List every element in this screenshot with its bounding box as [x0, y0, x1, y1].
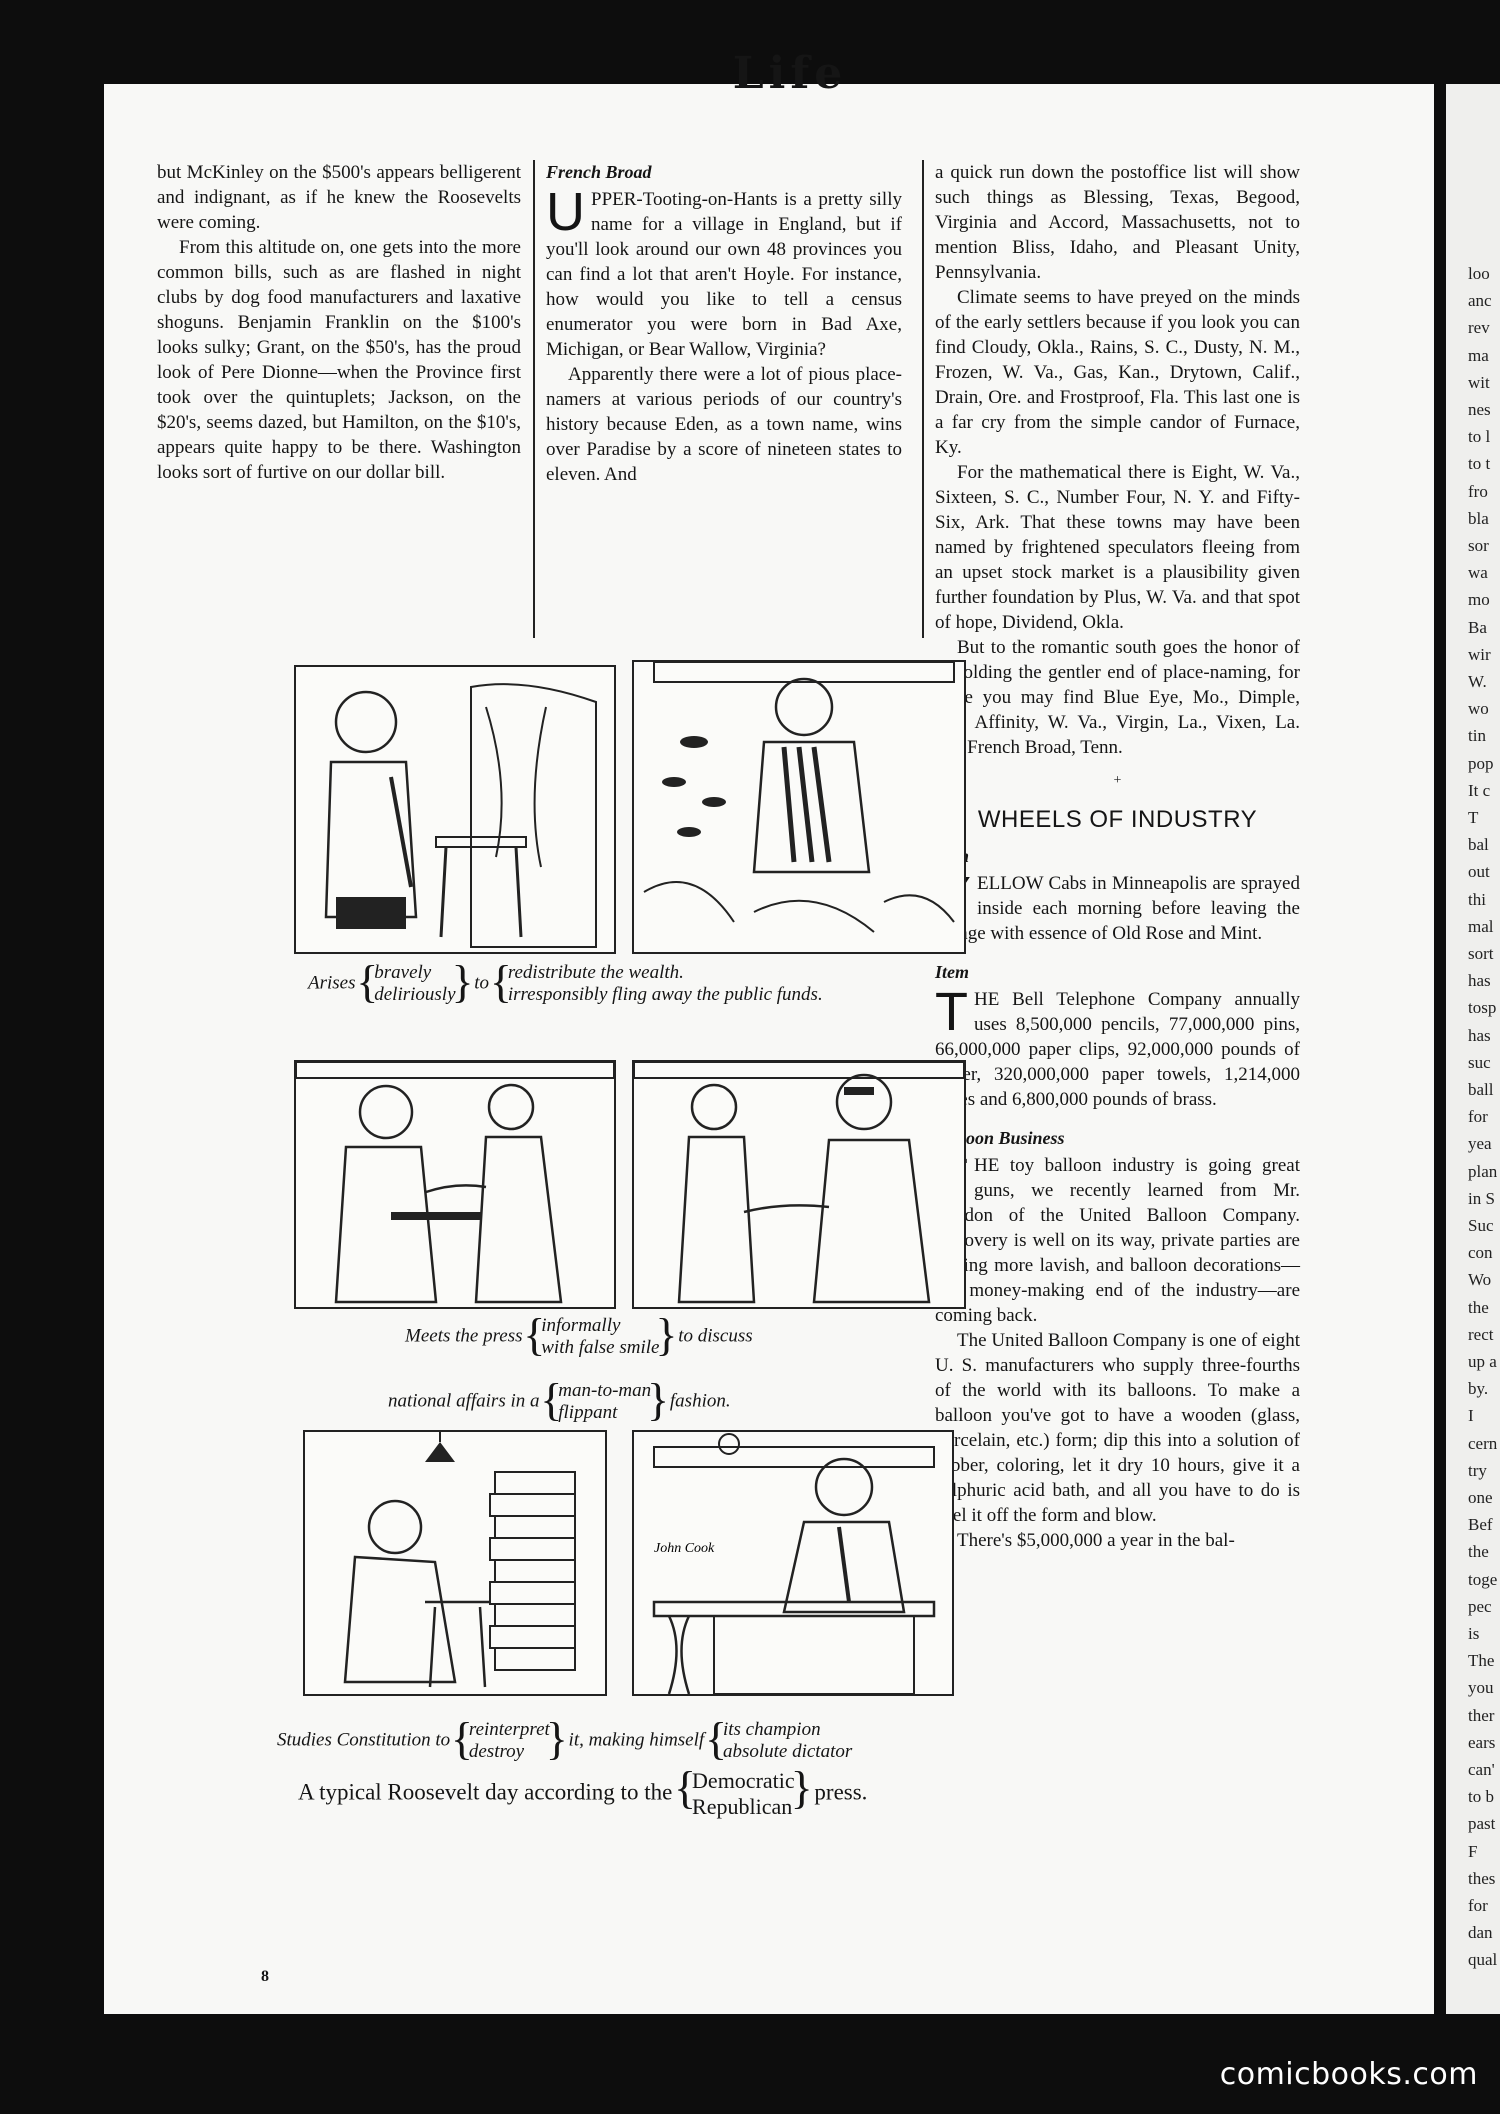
section-title: WHEELS OF INDUSTRY [977, 806, 1258, 833]
adjacent-page-text-fragment: It c [1468, 780, 1491, 800]
drop-cap: T [935, 1148, 968, 1208]
adjacent-page-text-fragment: Suc [1468, 1216, 1494, 1235]
adjacent-page-text-fragment: is [1468, 1624, 1480, 1643]
adjacent-page-text-fragment: to b [1468, 1787, 1494, 1807]
adjacent-page-text-fragment: for [1468, 1896, 1488, 1915]
adjacent-page-text-fragment: The [1468, 1651, 1495, 1671]
adjacent-page-text-fragment: bla [1468, 508, 1489, 528]
adjacent-page-text-fragment: one [1468, 1488, 1493, 1507]
adjacent-page-edge [1446, 84, 1500, 2014]
adjacent-page-text-fragment: thes [1468, 1868, 1496, 1888]
adjacent-page-text-fragment: out [1468, 862, 1490, 882]
cartoon-main-caption: A typical Roosevelt day according to the { Democratic Republican } press. [298, 1768, 867, 1820]
paragraph: YELLOW Cabs in Minneapolis are sprayed inside each morning before leaving the garage with essence of Old Rose and Mint. [935, 866, 1300, 944]
cartoon-studies-constitution [303, 1430, 607, 1696]
adjacent-page-text-fragment: toge [1468, 1569, 1498, 1589]
caption-arises: Arises { bravely deliriously } to { redistribute the wealth. irresponsibly fling away the public funds. [308, 962, 823, 1006]
adjacent-page-text-fragment: can' [1468, 1760, 1495, 1779]
adjacent-page-text-fragment: to l [1468, 427, 1491, 447]
adjacent-page-text-fragment: by. [1468, 1379, 1489, 1399]
adjacent-page-text-fragment: dan [1468, 1923, 1493, 1943]
adjacent-page-text-fragment: wo [1468, 699, 1489, 719]
paragraph: Apparently there were a lot of pious place-namers at various periods of our country's history because Eden, as a town name, wins over Paradise by a score of nineteen states to eleven. And [546, 364, 902, 485]
adjacent-page-text-fragment: thi [1468, 889, 1486, 909]
drop-cap: U [546, 182, 585, 242]
item-label: Item [935, 962, 969, 982]
column-divider [533, 160, 535, 638]
adjacent-page-text-fragment: Bef [1468, 1515, 1493, 1535]
caption-national-affairs: national affairs in a { man-to-man flippant } fashion. [388, 1380, 731, 1424]
paragraph: a quick run down the postoffice list will show such things as Blessing, Texas, Begood, Virginia and Accord, Massachusetts, not to mention Bliss, Idaho, and Pleasant Unity, Pennsylvania. [935, 162, 1300, 283]
alternatives-brace: { man-to-man flippant } [544, 1380, 665, 1424]
adjacent-page-text-fragment: try [1468, 1460, 1487, 1480]
paragraph: Climate seems to have preyed on the minds of the early settlers because if you look you can find Cloudy, Okla., Rains, S. C., Dusty, N. M., Frozen, W. Va., Gas, Kan., Drytown, Calif., Drain, Ore. and Frostproof, Fla. This last one is a far cry from the simple candor of Furnace, Ky. [935, 287, 1300, 458]
adjacent-page-text-fragment: wir [1468, 644, 1491, 664]
adjacent-page-text-fragment: up a [1468, 1352, 1497, 1371]
paragraph: UPPER-Tooting-on-Hants is a pretty silly name for a village in England, but if you'll look around our own 48 provinces you can find a lot that aren't Hoyle. For instance, how would you like to tell a census enumerator you were born in Bad Axe, Michigan, or Bear Wallow, Virginia? [546, 182, 902, 360]
adjacent-page-text-fragment: ther [1468, 1705, 1495, 1725]
adjacent-page-text-fragment: the [1468, 1542, 1489, 1562]
adjacent-page-text-fragment: F [1468, 1841, 1478, 1861]
caption-studies-constitution: Studies Constitution to { reinterpret destroy } it, making himself { its champion absolute dictator [277, 1719, 852, 1763]
adjacent-page-text-fragment: cern [1468, 1433, 1498, 1453]
drop-cap: T [935, 982, 968, 1042]
adjacent-page-text-fragment: con [1468, 1243, 1493, 1263]
adjacent-page-text-fragment: in S [1468, 1188, 1495, 1208]
adjacent-page-text-fragment: rev [1468, 318, 1490, 338]
adjacent-page-text-fragment: mal [1468, 916, 1494, 936]
adjacent-page-text-fragment: Wo [1468, 1270, 1492, 1290]
adjacent-page-text-fragment: for [1468, 1107, 1488, 1127]
article-heading: French Broad [546, 162, 652, 182]
adjacent-page-text-fragment: nes [1468, 400, 1491, 419]
alternatives-brace: { Democratic Republican } [678, 1768, 809, 1820]
cartoon-signing-at-desk [632, 1430, 954, 1696]
adjacent-page-text-fragment: T [1468, 808, 1479, 827]
site-watermark: comicbooks.com [1219, 2057, 1478, 2092]
paragraph: But to the romantic south goes the honor of upholding the gentler end of place-naming, for there you may find Blue Eye, Mo., Dimple, Ky., Affinity, W. Va., Virgin, La., Vixen, La. and French Broad, Tenn. [935, 637, 1300, 758]
adjacent-page-text-fragment: ears [1468, 1732, 1496, 1752]
cartoon-meets-press-handshake [294, 1060, 616, 1309]
adjacent-page-text-fragment: loo [1468, 264, 1490, 283]
adjacent-page-text-fragment: past [1468, 1814, 1496, 1834]
masthead-logo: Life [732, 48, 848, 99]
paragraph: There's $5,000,000 a year in the bal- [957, 1530, 1235, 1551]
section-ornament: + [1113, 773, 1122, 788]
alternatives-brace: { reinterpret destroy } [455, 1719, 564, 1763]
adjacent-page-text-fragment: Ba [1468, 617, 1487, 637]
artist-signature: John Cook [654, 1541, 715, 1556]
paragraph: THE Bell Telephone Company annually uses 8,500,000 pencils, 77,000,000 pins, 66,000,000 paper clips, 92,000,000 pounds of paper, 320,000,000 paper towels, 1,214,000 poles and 6,800,000 pounds of brass. [935, 982, 1300, 1110]
adjacent-page-text-fragment: has [1468, 1025, 1491, 1045]
adjacent-page-text-fragment: tin [1468, 726, 1486, 746]
adjacent-page-text-fragment: pop [1468, 753, 1494, 773]
paragraph: THE toy balloon industry is going great guns, we recently learned from Mr. Gordon of the United Balloon Company. Recovery is well on its way, private parties are getting more lavish, and balloon decorations—the money-making end of the industry—are coming back. [935, 1148, 1300, 1326]
adjacent-page-text-fragment: wa [1468, 563, 1488, 583]
adjacent-page-text-fragment: anc [1468, 291, 1492, 311]
adjacent-page-text-fragment: to t [1468, 454, 1491, 474]
paragraph: The United Balloon Company is one of eight U. S. manufacturers who supply three-fourths of the world with its balloons. To make a balloon you've got to have a wooden (glass, porcelain, etc.) form; dip this into a solution of rubber, coloring, let it dry 10 hours, give it a sulphuric acid bath, and all you have to do is peel it off the form and blow. [935, 1330, 1300, 1526]
drop-cap: Y [935, 866, 972, 926]
cartoon-arising-in-robe [294, 665, 616, 954]
article-column-1 [157, 160, 521, 485]
page-number: 8 [261, 1968, 269, 1985]
cartoon-flinging-funds [632, 660, 966, 954]
adjacent-page-text-fragment: has [1468, 971, 1491, 991]
adjacent-page-text-fragment: rect [1468, 1324, 1494, 1344]
adjacent-page-text-fragment: W. [1468, 672, 1487, 691]
adjacent-page-text-fragment: yea [1468, 1134, 1492, 1154]
adjacent-page-text-fragment: ball [1468, 1080, 1494, 1099]
adjacent-page-text-fragment: the [1468, 1297, 1489, 1317]
alternatives-brace: { its champion absolute dictator [709, 1719, 852, 1763]
adjacent-page-text-fragment: fro [1468, 481, 1488, 501]
adjacent-page-text-fragment: I [1468, 1406, 1474, 1426]
cartoon-meets-press-smile [632, 1060, 966, 1309]
adjacent-page-text-fragment: qual [1468, 1950, 1498, 1970]
article-column-2 [546, 160, 902, 487]
adjacent-page-text-fragment: mo [1468, 590, 1490, 610]
paragraph: From this altitude on, one gets into the more common bills, such as are flashed in night clubs by dog food manufacturers and laxative shoguns. Benjamin Franklin on the $100's looks sulky; Grant, on the $50's, has the proud look of Pere Dionne—when the Province first took over the quintuplets; Jackson, on the $20's, seems dazed, but Hamilton, on the $10's, appears quite happy to be there. Washington looks sort of furtive on our dollar bill. [157, 237, 521, 483]
adjacent-page-text-fragment: bal [1468, 835, 1489, 855]
paragraph: but McKinley on the $500's appears belligerent and indignant, as if he knew the Roosevelts were coming. [157, 162, 521, 233]
caption-meets-press: Meets the press { informally with false smile } to discuss [405, 1315, 753, 1359]
adjacent-page-text-fragment: plan [1468, 1161, 1498, 1181]
adjacent-page-text-fragment: ma [1468, 345, 1489, 365]
item-label: Item [935, 846, 969, 866]
column-divider [922, 160, 924, 638]
alternatives-brace: { bravely deliriously } [360, 962, 469, 1006]
adjacent-page-text-fragment: pec [1468, 1596, 1492, 1616]
item-label: Balloon Business [935, 1128, 1065, 1148]
adjacent-page-text-fragment: suc [1468, 1052, 1491, 1072]
adjacent-page-text-fragment: sort [1468, 944, 1494, 963]
alternatives-brace: { informally with false smile } [527, 1315, 673, 1359]
alternatives-brace: { redistribute the wealth. irresponsibly fling away the public funds. [494, 962, 823, 1006]
article-column-3 [935, 160, 1300, 1553]
adjacent-page-text-fragment: sor [1468, 536, 1489, 555]
adjacent-page-text-fragment: you [1468, 1678, 1494, 1698]
adjacent-page-text-fragment: wit [1468, 372, 1490, 392]
paragraph: For the mathematical there is Eight, W. Va., Sixteen, S. C., Number Four, N. Y. and Fifty-Six, Ark. That these towns may have been named by frightened speculators fleeing from an upset stock market is a plausibility given further foundation by Plus, W. Va. and that spot of hope, Dividend, Okla. [935, 462, 1300, 633]
adjacent-page-text-fragment: tosp [1468, 998, 1497, 1018]
